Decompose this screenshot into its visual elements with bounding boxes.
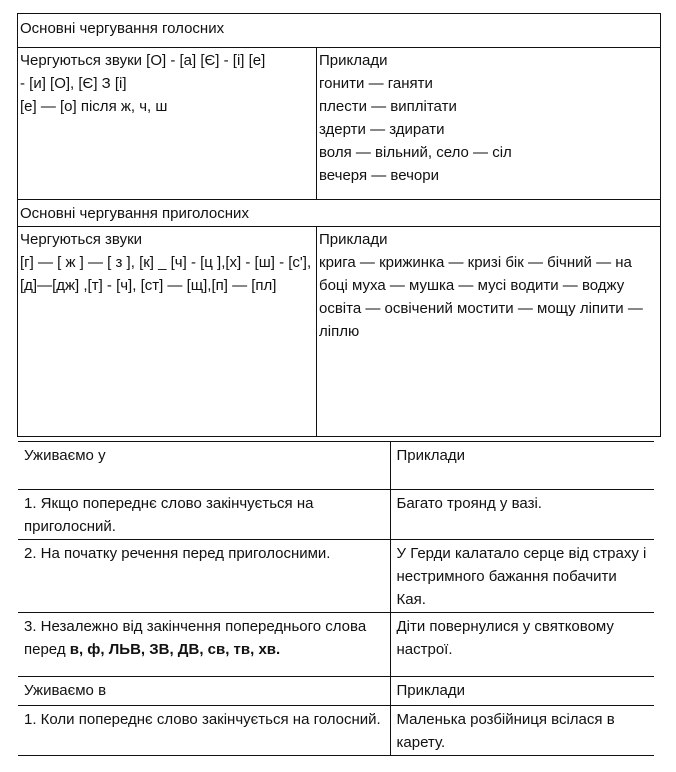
u-v-usage-table: [18, 441, 654, 756]
consonants-examples-cell: [317, 227, 661, 437]
examples-header: Приклади: [390, 442, 654, 490]
usage-rule-text: 3. Незалежно від закінчення попереднього слова перед: [24, 618, 367, 658]
consonants-header: [18, 200, 661, 227]
usage-v-header: Уживаємо в: [18, 677, 390, 706]
vowels-sounds-cell: [18, 48, 317, 200]
usage-example: Багато троянд у вазі.: [390, 490, 654, 540]
consonants-sounds-text: [г] — [ ж ] — [ з ], [к] _ [ч] - [ц ],[х] - [ш] - [с'],[д]—[дж] ,[т] - [ч], [ст] — [щ],[п] — [пл]: [20, 254, 312, 294]
examples-header: Приклади: [390, 677, 654, 706]
vowels-example: здерти — здирати: [319, 121, 445, 138]
usage-rule: 1. Коли попереднє слово закінчується на голосний.: [18, 706, 390, 756]
usage-u-header: Уживаємо у: [18, 442, 390, 490]
vowels-header-text: Основні чергування голосних: [20, 20, 225, 37]
usage-example: Діти повернулися у святковому настрої.: [390, 613, 654, 677]
usage-rule: [18, 613, 390, 677]
consonants-examples-text: крига — крижинка — кризі бік — бічний — на боці муха — мушка — мусі водити — воджу освіта — освічений мостити — мощу ліпити — ліплю: [319, 254, 643, 340]
vowels-sounds-line: - [и] [О], [Є] З [і]: [20, 75, 127, 92]
vowels-examples-cell: [317, 48, 661, 200]
vowels-sounds-line: Чергуються звуки [О] - [а] [Є] - [і] [е]: [20, 52, 266, 69]
vowels-example: воля — вільний, село — сіл: [319, 144, 512, 161]
usage-rule-letters: в, ф, ЛЬВ, ЗВ, ДВ, св, тв, хв.: [69, 641, 281, 658]
vowels-sounds-line: [е] — [о] після ж, ч, ш: [20, 98, 168, 115]
vowels-example: вечеря — вечори: [319, 167, 439, 184]
usage-example: Маленька розбійниця всілася в карету.: [390, 706, 654, 756]
examples-title: Приклади: [319, 52, 388, 69]
vowels-example: плести — виплітати: [319, 98, 457, 115]
consonants-header-text: Основні чергування приголосних: [20, 205, 249, 222]
vowels-header: [18, 14, 661, 48]
alternation-table: [17, 13, 661, 437]
examples-title: Приклади: [319, 231, 388, 248]
consonants-sounds-cell: [18, 227, 317, 437]
usage-rule: 2. На початку речення перед приголосними.: [18, 540, 390, 613]
usage-rule: 1. Якщо попереднє слово закінчується на приголосний.: [18, 490, 390, 540]
consonants-sounds-title: Чергуються звуки: [20, 231, 143, 248]
vowels-example: гонити — ганяти: [319, 75, 433, 92]
usage-example: У Герди калатало серце від страху і нестримного бажання побачити Кая.: [390, 540, 654, 613]
